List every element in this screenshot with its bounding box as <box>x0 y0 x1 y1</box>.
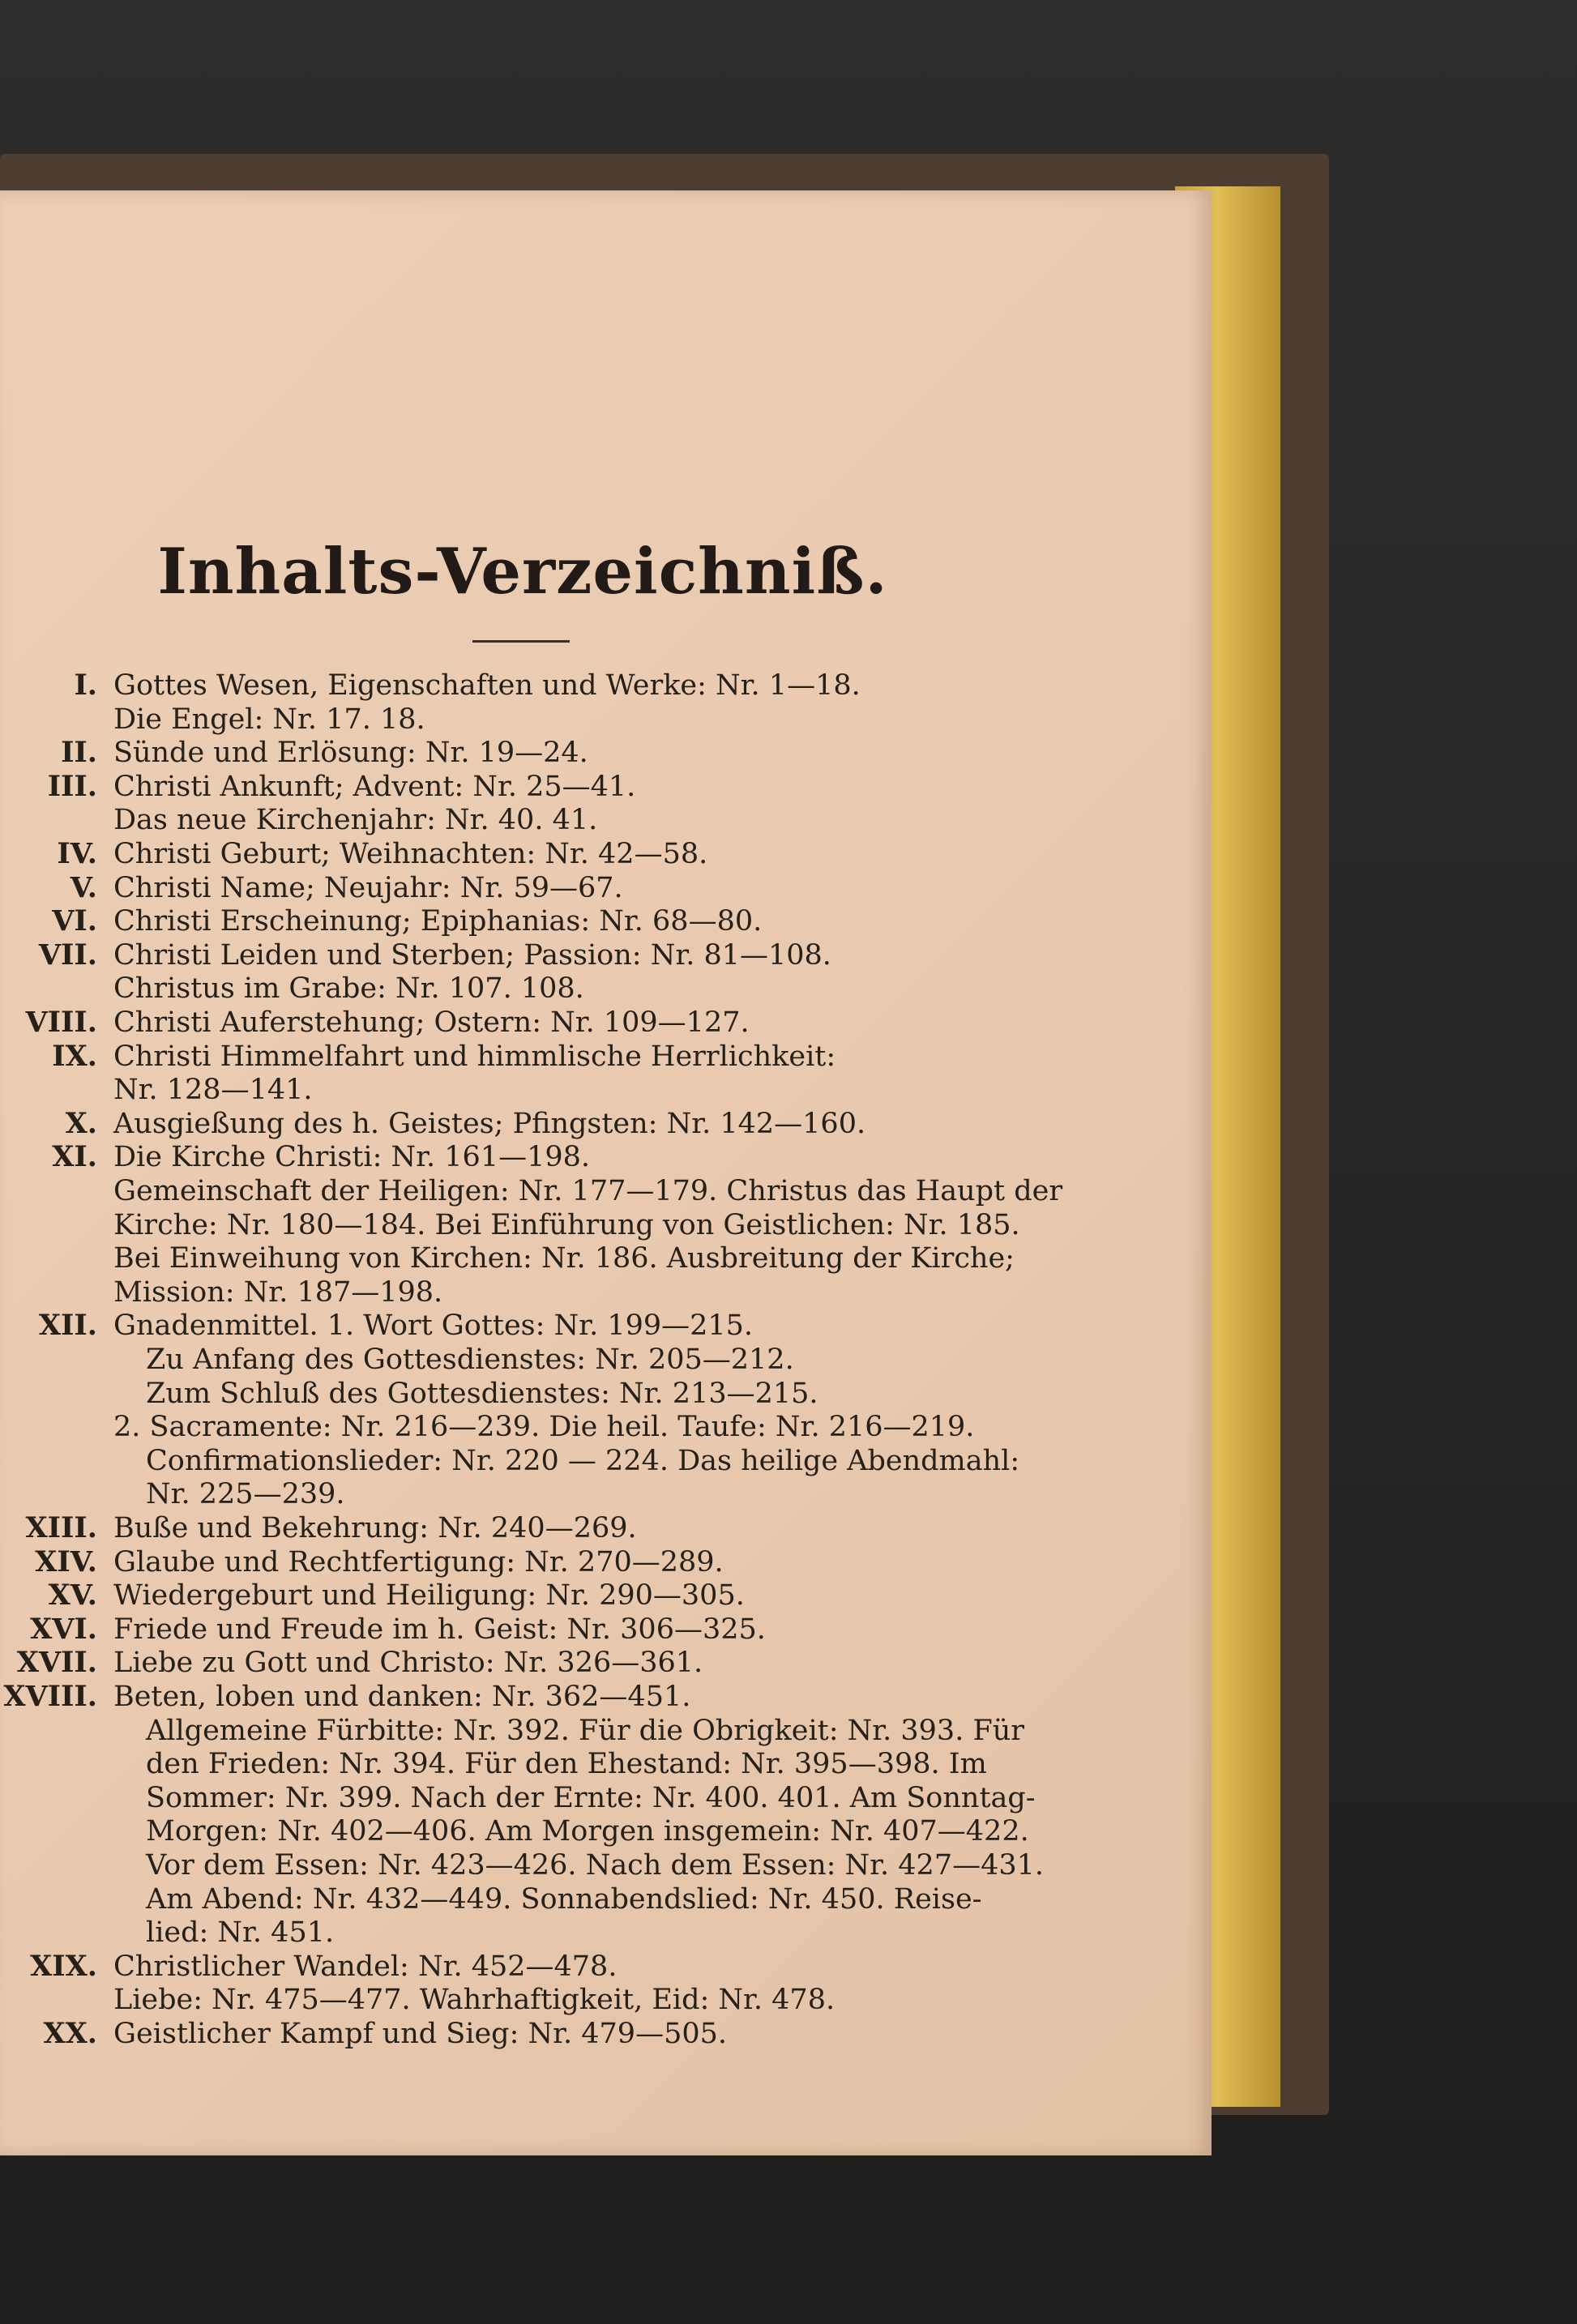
toc-entry-text: Christi Himmelfahrt und himmlische Herrlichkeit: <box>113 1040 836 1073</box>
toc-entry-text: Christi Auferstehung; Ostern: Nr. 109—127. <box>113 1006 750 1039</box>
toc-section-number: III. <box>47 769 97 803</box>
toc-entry-text: Christi Leiden und Sterben; Passion: Nr. 81—108. <box>113 938 831 972</box>
toc-entry-text: Wiedergeburt und Heiligung: Nr. 290—305. <box>113 1579 745 1613</box>
toc-entry-text: Die Kirche Christi: Nr. 161—198. <box>113 1141 591 1174</box>
toc-entry-text: Gemeinschaft der Heiligen: Nr. 177—179. Christus das Haupt der <box>113 1175 1063 1207</box>
toc-entry-text: Zum Schluß des Gottesdienstes: Nr. 213—215. <box>146 1377 818 1410</box>
toc-section-number: IX. <box>52 1039 97 1073</box>
toc-entry-text: Christi Ankunft; Advent: Nr. 25—41. <box>113 770 636 803</box>
toc-entry-text: Christi Name; Neujahr: Nr. 59—67. <box>113 871 623 904</box>
toc-entry-text: Nr. 128—141. <box>113 1074 313 1107</box>
toc-entry-text: Sünde und Erlösung: Nr. 19—24. <box>113 737 588 770</box>
toc-entry-text: Glaube und Rechtfertigung: Nr. 270—289. <box>113 1545 724 1579</box>
toc-section-number: VII. <box>38 938 97 972</box>
toc-section-number: IV. <box>57 837 97 870</box>
toc-entry-text: Liebe: Nr. 475—477. Wahrhaftigkeit, Eid: Nr. 478. <box>113 1984 836 2017</box>
toc-entry-text: lied: Nr. 451. <box>146 1916 335 1950</box>
toc-section-number: XV. <box>48 1579 97 1613</box>
toc-entry-text: Mission: Nr. 187—198. <box>113 1275 443 1309</box>
toc-entry-text: Vor dem Essen: Nr. 423—426. Nach dem Essen: Nr. 427—431. <box>146 1849 1045 1882</box>
toc-entry-text: Kirche: Nr. 180—184. Bei Einführung von Geistlichen: Nr. 185. <box>113 1208 1020 1241</box>
title-rule <box>472 640 570 643</box>
toc-entry-text: Christi Erscheinung; Epiphanias: Nr. 68—80. <box>113 905 763 938</box>
toc-entry-text: Gottes Wesen, Eigenschaften und Werke: Nr. 1—18. <box>113 669 861 702</box>
toc-entry-text: Christi Geburt; Weihnachten: Nr. 42—58. <box>113 838 708 870</box>
toc-entry-text: Liebe zu Gott und Christo: Nr. 326—361. <box>113 1647 703 1680</box>
page-title: Inhalts-Verzeichniß. <box>157 535 888 609</box>
toc-entry-text: Am Abend: Nr. 432—449. Sonnabendslied: Nr. 450. Reise- <box>146 1882 982 1916</box>
toc-entry-text: Die Engel: Nr. 17. 18. <box>113 703 425 736</box>
toc-section-number: II. <box>61 736 97 770</box>
toc-section-number: XVII. <box>16 1646 97 1680</box>
toc-section-number: XIII. <box>25 1511 97 1544</box>
toc-entry-text: Zu Anfang des Gottesdienstes: Nr. 205—212. <box>146 1344 794 1376</box>
toc-section-number: VIII. <box>25 1006 97 1039</box>
toc-entry-text: Friede und Freude im h. Geist: Nr. 306—325. <box>113 1613 766 1646</box>
toc-entry-text: Nr. 225—239. <box>146 1478 345 1511</box>
toc-section-number: XVIII. <box>3 1680 97 1713</box>
toc-section-number: I. <box>74 669 97 702</box>
toc-section-number: XX. <box>43 2017 97 2050</box>
toc-section-number: XIX. <box>30 1949 97 1983</box>
toc-entry-text: Christus im Grabe: Nr. 107. 108. <box>113 972 584 1006</box>
toc-entry-text: Beten, loben und danken: Nr. 362—451. <box>113 1681 691 1713</box>
toc-section-number: XIV. <box>35 1544 97 1579</box>
toc-section-number: X. <box>65 1106 97 1140</box>
toc-section-number: XII. <box>38 1309 97 1343</box>
toc-entry-text: Sommer: Nr. 399. Nach der Ernte: Nr. 400. 401. Am Sonntag- <box>146 1781 1036 1814</box>
toc-entry-text: 2. Sacramente: Nr. 216—239. Die heil. Taufe: Nr. 216—219. <box>113 1411 975 1444</box>
toc-entry-text: Confirmationslieder: Nr. 220 — 224. Das heilige Abendmahl: <box>146 1444 1020 1477</box>
toc-section-number: V. <box>70 870 97 904</box>
toc-entry-text: Geistlicher Kampf und Sieg: Nr. 479—505. <box>113 2018 727 2050</box>
toc-entry-text: Allgemeine Fürbitte: Nr. 392. Für die Obrigkeit: Nr. 393. Für <box>146 1714 1025 1747</box>
toc-section-number: XVI. <box>30 1612 97 1646</box>
toc-section-number: VI. <box>52 904 97 938</box>
toc-entry-text: den Frieden: Nr. 394. Für den Ehestand: Nr. 395—398. Im <box>146 1748 987 1781</box>
toc-entry-text: Morgen: Nr. 402—406. Am Morgen insgemein: Nr. 407—422. <box>146 1815 1029 1848</box>
toc-entry-text: Buße und Bekehrung: Nr. 240—269. <box>113 1512 637 1544</box>
toc-entry-text: Gnadenmittel. 1. Wort Gottes: Nr. 199—215. <box>113 1309 754 1343</box>
toc-entry-text: Das neue Kirchenjahr: Nr. 40. 41. <box>113 804 598 837</box>
toc-entry-text: Ausgießung des h. Geistes; Pfingsten: Nr. 142—160. <box>113 1107 866 1140</box>
toc-entry-text: Bei Einweihung von Kirchen: Nr. 186. Ausbreitung der Kirche; <box>113 1242 1015 1275</box>
toc-section-number: XI. <box>52 1140 97 1174</box>
toc-entry-text: Christlicher Wandel: Nr. 452—478. <box>113 1950 618 1983</box>
